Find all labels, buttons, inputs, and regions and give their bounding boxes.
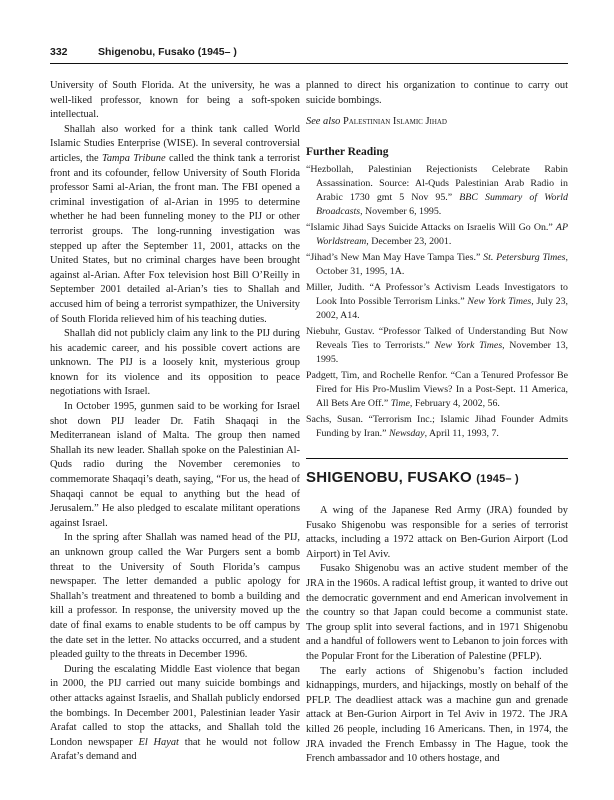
entry-rule <box>306 458 568 459</box>
reference-item: Sachs, Susan. “Terrorism Inc.; Islamic Jihad Founder Admits Funding by Iran.” Newsday, April 11, 1993, 7. <box>306 413 568 439</box>
paragraph: The early actions of Shigenobu’s faction included kidnappings, murders, and hijackings, mostly on behalf of the PFLP. The deadliest attack was a machine gun and grenade attack at Ben-Gurion Airport in Tel Aviv in 1972. The JRA killed 26 people, including 16 Americans. Then, in 1974, the JRA invaded the French Embassy in The Hague, took the French ambassador and 10 others hostage, and <box>306 665 568 765</box>
running-head: Shigenobu, Fusako (1945– ) <box>98 46 237 58</box>
reference-source: New York Times <box>467 296 532 308</box>
reference-list <box>306 163 568 440</box>
entry-name: SHIGENOBU, FUSAKO <box>306 468 472 486</box>
see-also <box>306 115 568 130</box>
italic-title: El Hayat <box>138 736 179 748</box>
reference-source: AP Worldstream <box>316 222 568 247</box>
paragraph: Shallah did not publicly claim any link to the PIJ during his academic career, and his possible covert actions are unknown. The PIJ is a loosely knit, mysterious group known for its violence and its opposition to peace negotiations with Israel. <box>50 328 300 398</box>
page-number: 332 <box>50 46 68 58</box>
reference-source: St. Petersburg Times <box>483 252 566 264</box>
further-reading-heading: Further Reading <box>306 145 389 158</box>
page-header <box>50 46 568 62</box>
reference-source: New York Times <box>434 339 503 351</box>
left-column <box>50 79 300 765</box>
header-rule <box>50 63 568 64</box>
italic-title: Tampa Tribune <box>102 152 166 164</box>
paragraph: In October 1995, gunmen said to be working for Israel shot down PIJ leader Dr. Fatih Shaqaqi in the Mediterranean island of Malta. The group then named Shallah its new leader. Shallah spoke on the Palestinian Al-Quds radio during the November ceremonies to commemorate Shaqaqi’s death, saying, “For us, the head of Shaqaqi cannot be equal to anything but the head of Jerusalem.” He also pledged to escalate militant operations against Israel. <box>50 401 300 529</box>
reference-source: BBC Summary of World Broadcasts <box>316 191 568 217</box>
reference-item: “Hezbollah, Palestinian Rejectionists Celebrate Rabin Assassination. Source: Al-Quds Palestinian Arab Radio in Arabic 1730 gmt 5 Nov 95.” BBC Summary of World Broadcasts, November 6, 1995. <box>306 164 568 217</box>
paragraph: Fusako Shigenobu was an active student member of the JRA in the 1960s. A radical leftist group, it wanted to drive out the democratic government and end American involvement in the country so that Japan could become a communist state. The group split into several factions, and in 1971 Shigenobu and a handful of followers went to Lebanon to join forces with the Popular Front for the Liberation of Palestine (PFLP). <box>306 563 568 663</box>
reference-item: Padgett, Tim, and Rochelle Renfor. “Can a Tenured Professor Be Fired for His Pro-Muslim Views? In a Post-Sept. 11 America, All Bets Are Off.” Time, February 4, 2002, 56. <box>306 370 568 409</box>
paragraph: During the escalating Middle East violence that began in 2000, the PIJ carried out many suicide bombings and other attacks against Israelis, and Shallah publicly endorsed the bombings. In December 2001, Palestinian leader Yasir Arafat called to stop the attacks, and Shallah told the London newspaper El Hayat that he would not follow Arafat’s demand and <box>50 663 300 763</box>
reference-source: Newsday <box>388 427 425 439</box>
reference-item: “Islamic Jihad Says Suicide Attacks on Israelis Will Go On.” AP Worldstream, December 23, 2001. <box>306 222 568 247</box>
paragraph: Shallah also worked for a think tank called World Islamic Studies Enterprise (WISE). In several controversial articles, the Tampa Tribune called the think tank a terrorist front and its cofounder, fellow University of South Florida professor Sami al-Arian, the front man. The FBI opened a criminal investigation of al-Arian in 1995 to determine whether he had been funneling money to the PIJ or other terrorist groups. The long-running investigation was stepped up after the September 11, 2001, attacks on the United States, but no criminal charges have been brought against al-Arian. After Fox television host Bill O’Reilly in September 2001 detailed al-Arian’s ties to Shallah and accused him of being a terrorist sympathizer, the University of South Florida relieved him of his teaching duties. <box>50 123 300 325</box>
reference-item: “Jihad’s New Man May Have Tampa Ties.” St. Petersburg Times, October 31, 1995, 1A. <box>306 252 568 277</box>
paragraph: A wing of the Japanese Red Army (JRA) founded by Fusako Shigenobu was responsible for a series of terrorist attacks, including a 1972 attack on Ben-Gurion Airport (Lod Airport) in Tel Aviv. <box>306 505 568 560</box>
see-also-link[interactable]: Palestinian Islamic Jihad <box>342 116 447 128</box>
reference-item: Miller, Judith. “A Professor’s Activism Leads Investigators to Look Into Possible Terrorism Links.” New York Times, July 23, 2002, A14. <box>306 282 569 321</box>
paragraph: In the spring after Shallah was named head of the PIJ, an unknown group called the War Purgers sent a bomb threat to the University of South Florida’s campus newspaper. The letter demanded a public apology for Shallah’s treatment and threatened to bomb a building and kill a professor. In response, the university moved up the date of final exams to enable students to be off campus by the date set in the letter. No attacks occurred, and a student pleaded guilty to the threats in December 1996. <box>50 532 300 661</box>
see-also-label: See also <box>306 116 341 128</box>
reference-item: Niebuhr, Gustav. “Professor Talked of Understanding But Now Reveals Ties to Terrorists.” New York Times, November 13, 1995. <box>306 326 568 365</box>
entry-dates: (1945– ) <box>476 472 519 485</box>
right-column <box>306 79 568 767</box>
entry-title <box>306 468 568 487</box>
reference-source: Time <box>390 397 410 409</box>
paragraph: University of South Florida. At the university, he was a well-liked professor, known for being a soft-spoken intellectual. <box>50 80 300 121</box>
continuation-paragraph: planned to direct his organization to continue to carry out suicide bombings. <box>306 80 568 106</box>
